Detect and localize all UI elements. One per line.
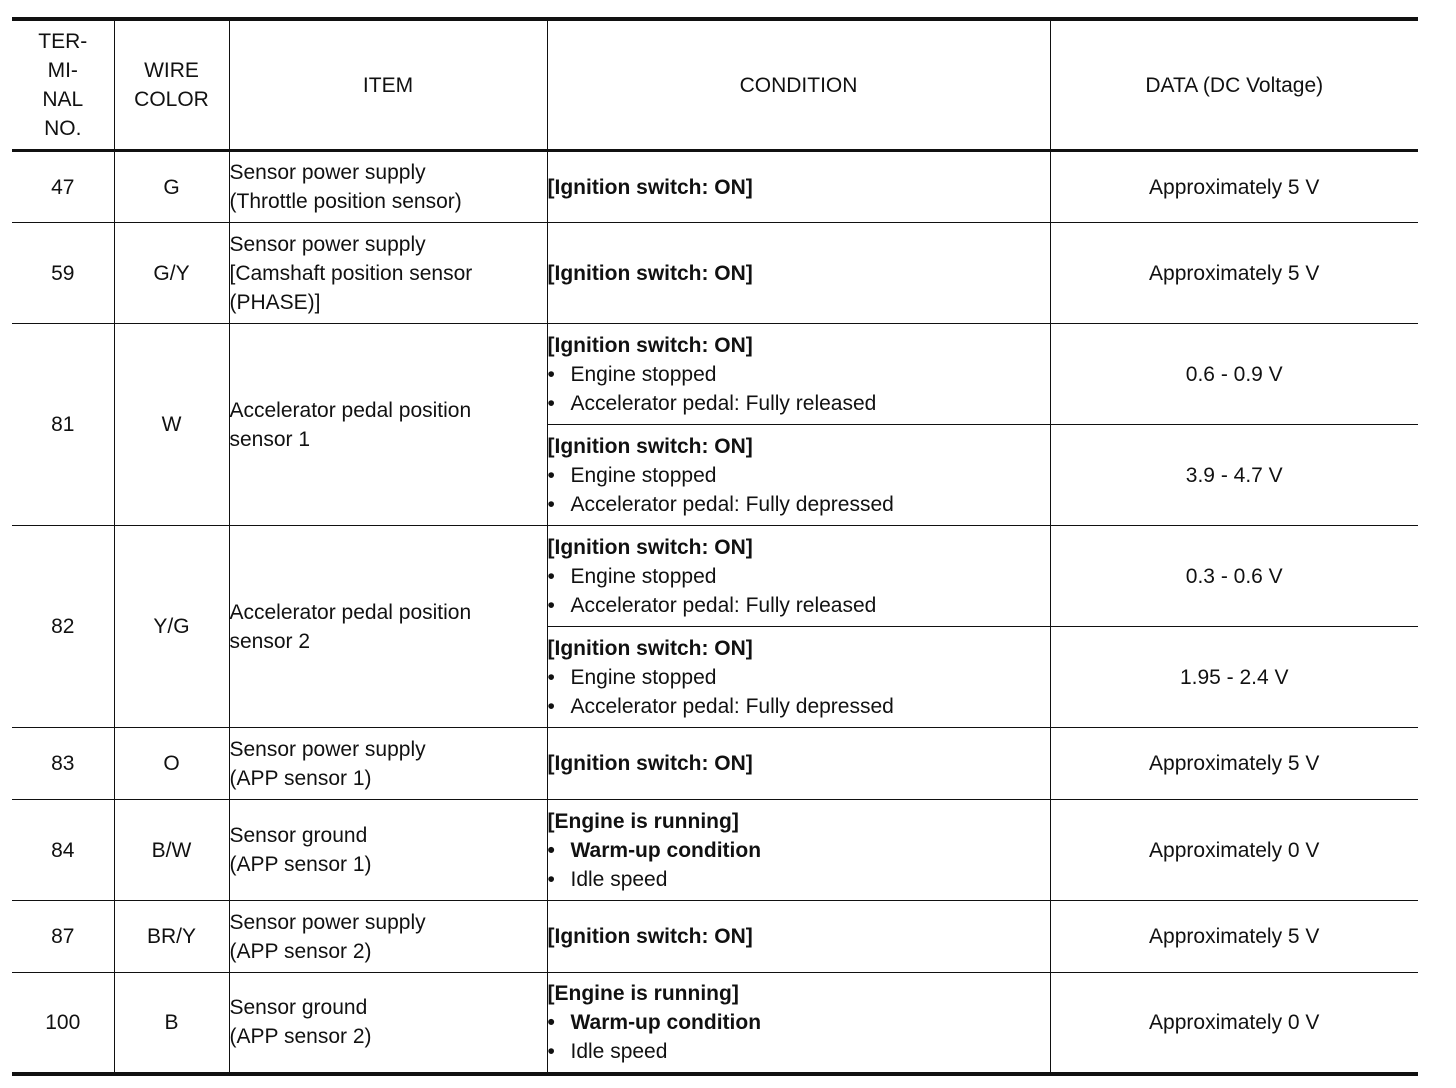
condition-heading: [Ignition switch: ON] xyxy=(547,925,753,948)
condition-cell xyxy=(547,324,1050,425)
table-row xyxy=(12,324,1418,425)
condition-bullet xyxy=(548,865,1050,894)
item-cell: Accelerator pedal position sensor 1 xyxy=(229,324,547,526)
table-row xyxy=(12,151,1418,223)
wire-color-cell: G/Y xyxy=(114,223,229,324)
item-cell: Sensor power supply (APP sensor 2) xyxy=(229,901,547,973)
bullet-text: Engine stopped xyxy=(570,564,717,588)
condition-heading: [Ignition switch: ON] xyxy=(547,434,753,458)
condition-bullet xyxy=(548,692,1050,721)
bullet-text: Warm-up condition xyxy=(570,838,762,862)
header-row xyxy=(12,19,1418,151)
bullet-icon: • xyxy=(547,665,555,689)
item-cell: Sensor power supply (Throttle position sensor) xyxy=(229,151,547,223)
bullet-icon: • xyxy=(547,838,555,862)
bullet-icon: • xyxy=(547,564,555,588)
bullet-text: Idle speed xyxy=(570,867,668,891)
condition-heading: [Ignition switch: ON] xyxy=(547,535,753,559)
condition-bullet xyxy=(548,490,1050,519)
bullet-icon: • xyxy=(547,593,555,617)
bullet-text: Accelerator pedal: Fully released xyxy=(570,391,877,415)
condition-bullet xyxy=(548,562,1050,591)
bullet-text: Accelerator pedal: Fully depressed xyxy=(570,694,894,718)
data-cell: 0.6 - 0.9 V xyxy=(1050,324,1418,425)
condition-cell xyxy=(547,728,1050,800)
bullet-text: Engine stopped xyxy=(570,665,717,689)
bullet-text: Accelerator pedal: Fully released xyxy=(570,593,877,617)
condition-bullet xyxy=(548,836,1050,865)
condition-heading: [Ignition switch: ON] xyxy=(547,752,753,775)
terminal-cell: 59 xyxy=(12,223,114,324)
condition-cell xyxy=(547,627,1050,728)
table-row xyxy=(12,901,1418,973)
terminal-cell: 100 xyxy=(12,973,114,1074)
condition-bullet xyxy=(548,663,1050,692)
data-cell: Approximately 5 V xyxy=(1050,728,1418,800)
data-cell: Approximately 5 V xyxy=(1050,151,1418,223)
wire-color-cell: Y/G xyxy=(114,526,229,728)
terminal-cell: 82 xyxy=(12,526,114,728)
wire-color-cell: W xyxy=(114,324,229,526)
header-wire-color: WIRE COLOR xyxy=(114,19,229,151)
table-row xyxy=(12,526,1418,627)
table-row xyxy=(12,800,1418,901)
wire-color-cell: B xyxy=(114,973,229,1074)
terminal-cell: 47 xyxy=(12,151,114,223)
condition-heading: [Ignition switch: ON] xyxy=(547,333,753,357)
item-cell: Accelerator pedal position sensor 2 xyxy=(229,526,547,728)
table-row xyxy=(12,728,1418,800)
bullet-icon: • xyxy=(547,492,555,516)
terminal-cell: 87 xyxy=(12,901,114,973)
condition-cell xyxy=(547,973,1050,1074)
condition-heading: [Ignition switch: ON] xyxy=(547,175,753,199)
condition-heading: [Ignition switch: ON] xyxy=(547,261,753,285)
terminal-cell: 84 xyxy=(12,800,114,901)
bullet-text: Idle speed xyxy=(570,1039,668,1063)
bullet-text: Engine stopped xyxy=(570,362,717,386)
terminal-cell: 83 xyxy=(12,728,114,800)
bullet-text: Warm-up condition xyxy=(570,1010,762,1034)
bullet-icon: • xyxy=(547,1010,555,1034)
data-cell: 0.3 - 0.6 V xyxy=(1050,526,1418,627)
wire-color-cell: BR/Y xyxy=(114,901,229,973)
condition-cell xyxy=(547,800,1050,901)
bullet-icon: • xyxy=(547,694,555,718)
bullet-icon: • xyxy=(547,463,555,487)
data-cell: Approximately 5 V xyxy=(1050,223,1418,324)
data-cell: 3.9 - 4.7 V xyxy=(1050,425,1418,526)
item-cell: Sensor ground (APP sensor 1) xyxy=(229,800,547,901)
condition-bullet xyxy=(548,1008,1050,1037)
condition-cell xyxy=(547,425,1050,526)
data-cell: Approximately 0 V xyxy=(1050,800,1418,901)
item-cell: Sensor ground (APP sensor 2) xyxy=(229,973,547,1074)
item-cell: Sensor power supply [Camshaft position sensor (PHASE)] xyxy=(229,223,547,324)
header-item: ITEM xyxy=(229,19,547,151)
table-row xyxy=(12,223,1418,324)
condition-cell xyxy=(547,901,1050,973)
item-cell: Sensor power supply (APP sensor 1) xyxy=(229,728,547,800)
bullet-icon: • xyxy=(547,867,555,891)
wire-color-cell: G xyxy=(114,151,229,223)
bullet-text: Accelerator pedal: Fully depressed xyxy=(570,492,894,516)
condition-bullet xyxy=(548,360,1050,389)
condition-bullet xyxy=(548,1037,1050,1066)
data-cell: Approximately 5 V xyxy=(1050,901,1418,973)
ecm-terminal-table xyxy=(12,17,1418,1076)
wire-color-cell: B/W xyxy=(114,800,229,901)
table-row xyxy=(12,973,1418,1074)
terminal-cell: 81 xyxy=(12,324,114,526)
header-data: DATA (DC Voltage) xyxy=(1050,19,1418,151)
condition-heading: [Engine is running] xyxy=(547,981,739,1005)
condition-bullet xyxy=(548,591,1050,620)
bullet-icon: • xyxy=(547,391,555,415)
data-cell: Approximately 0 V xyxy=(1050,973,1418,1074)
header-terminal-no: TER- MI- NAL NO. xyxy=(12,19,114,151)
data-cell: 1.95 - 2.4 V xyxy=(1050,627,1418,728)
condition-cell xyxy=(547,223,1050,324)
condition-bullet xyxy=(548,461,1050,490)
bullet-text: Engine stopped xyxy=(570,463,717,487)
condition-heading: [Engine is running] xyxy=(547,809,739,833)
header-condition: CONDITION xyxy=(547,19,1050,151)
condition-heading: [Ignition switch: ON] xyxy=(547,636,753,660)
wire-color-cell: O xyxy=(114,728,229,800)
condition-bullet xyxy=(548,389,1050,418)
bullet-icon: • xyxy=(547,362,555,386)
condition-cell xyxy=(547,526,1050,627)
bullet-icon: • xyxy=(547,1039,555,1063)
condition-cell xyxy=(547,151,1050,223)
